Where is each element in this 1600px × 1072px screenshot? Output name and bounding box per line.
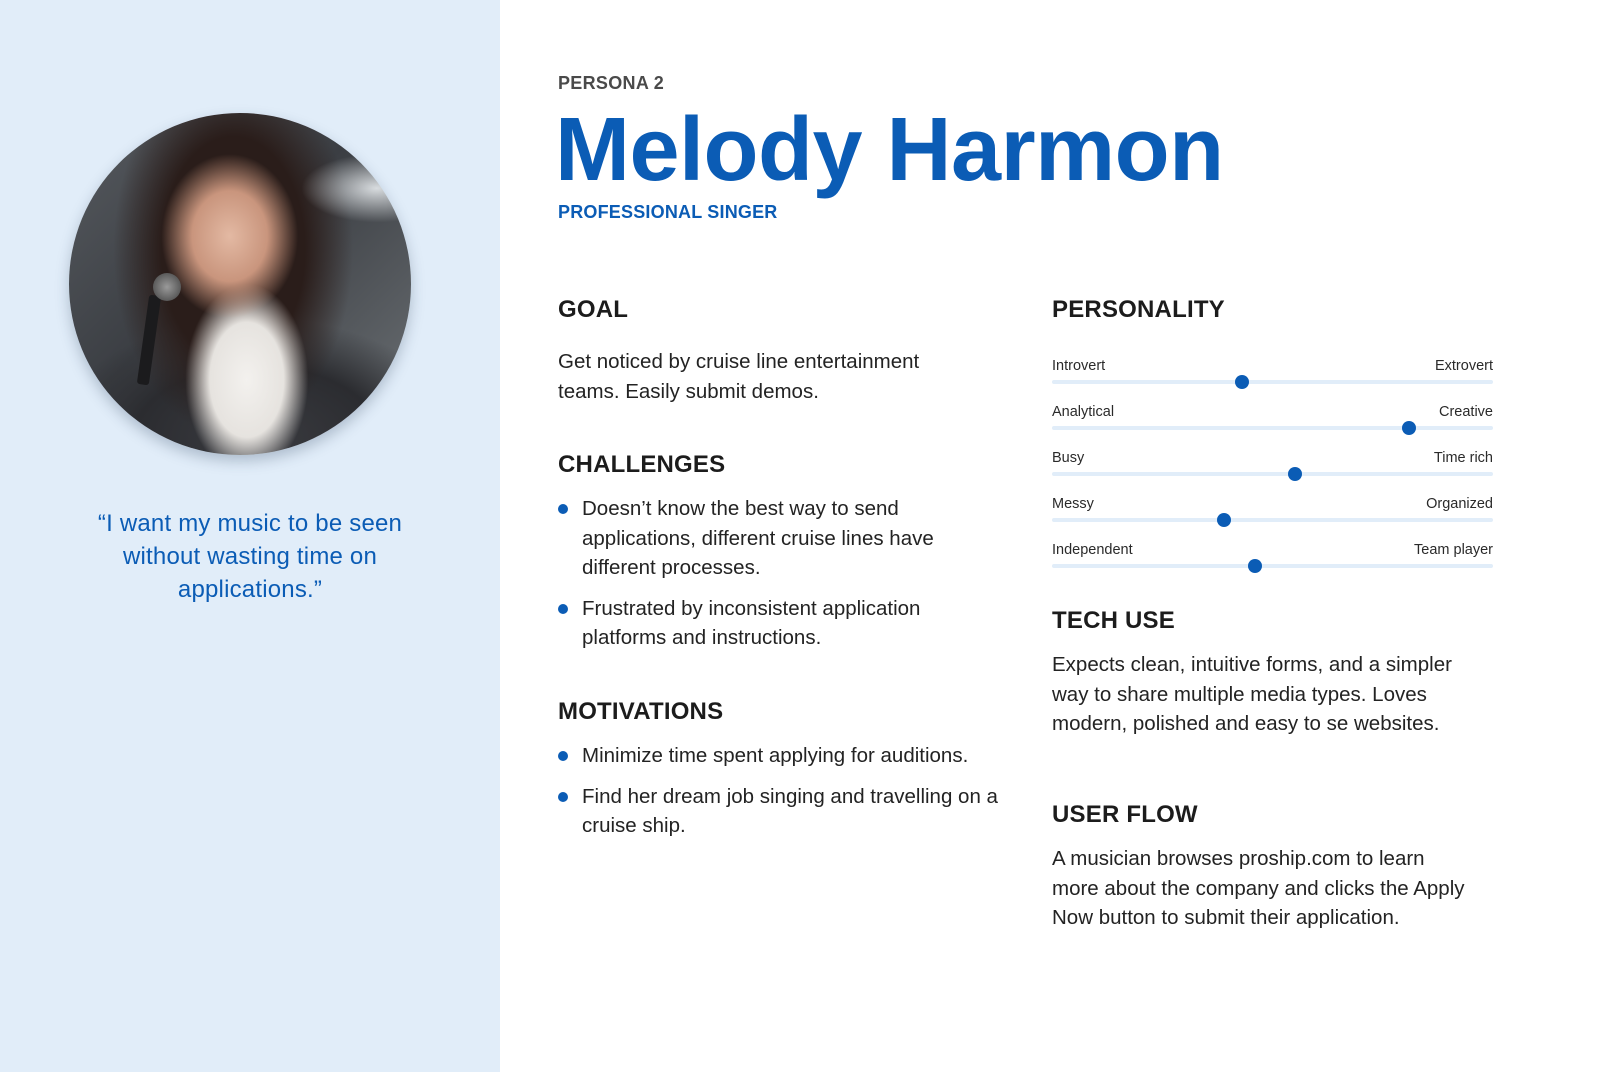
tech-use-title: TECH USE	[1052, 607, 1175, 634]
personality-title: PERSONALITY	[1052, 296, 1225, 323]
user-flow-text: A musician browses proship.com to learn more about the company and clicks the Apply Now button to submit their application.	[1052, 847, 1465, 929]
left-panel	[0, 0, 500, 1072]
trait-track	[1052, 518, 1493, 522]
persona-quote: “I want my music to be seen without wasting time on applications.”	[97, 510, 403, 603]
trait-left-label: Analytical	[1052, 404, 1115, 420]
trait-right-label: Extrovert	[1434, 358, 1493, 374]
goal-text: Get noticed by cruise line entertainment teams. Easily submit demos.	[558, 350, 920, 403]
persona-name: Melody Harmon	[555, 100, 1224, 200]
trait-introvert-extrovert	[1052, 358, 1493, 404]
bullet-icon	[558, 792, 568, 802]
motivation-item: Minimize time spent applying for auditions.	[558, 741, 998, 771]
trait-right-label: Team player	[1414, 542, 1493, 558]
challenge-item: Frustrated by inconsistent application platforms and instructions.	[558, 594, 988, 653]
trait-track	[1052, 426, 1493, 430]
trait-left-label: Busy	[1052, 450, 1085, 466]
trait-right-label: Organized	[1426, 496, 1493, 512]
microphone-stand	[137, 295, 161, 386]
challenges-title: CHALLENGES	[558, 451, 726, 478]
trait-track	[1052, 472, 1493, 476]
trait-knob	[1288, 467, 1302, 481]
tech-use-text: Expects clean, intuitive forms, and a simpler way to share multiple media types. Loves modern, polished and easy to se websites.	[1052, 653, 1452, 735]
trait-analytical-creative	[1052, 404, 1493, 450]
motivations-list	[558, 741, 998, 852]
trait-left-label: Introvert	[1052, 358, 1106, 374]
trait-knob	[1248, 559, 1262, 573]
trait-knob	[1235, 375, 1249, 389]
trait-knob	[1402, 421, 1416, 435]
trait-left-label: Independent	[1052, 542, 1133, 558]
persona-role: PROFESSIONAL SINGER	[558, 202, 778, 222]
trait-left-label: Messy	[1052, 496, 1094, 512]
bullet-icon	[558, 604, 568, 614]
bullet-icon	[558, 751, 568, 761]
persona-tag: PERSONA 2	[558, 73, 665, 93]
trait-track	[1052, 564, 1493, 568]
trait-right-label: Time rich	[1433, 450, 1493, 466]
microphone-icon	[153, 273, 181, 301]
challenge-item: Doesn’t know the best way to send applications, different cruise lines have different processes.	[558, 494, 988, 583]
personality-sliders	[1052, 358, 1493, 588]
bullet-icon	[558, 504, 568, 514]
user-flow-title: USER FLOW	[1052, 801, 1198, 828]
trait-busy-timerich	[1052, 450, 1493, 496]
trait-independent-teamplayer	[1052, 542, 1493, 588]
trait-right-label: Creative	[1439, 404, 1493, 420]
trait-track	[1052, 380, 1493, 384]
motivations-title: MOTIVATIONS	[558, 698, 724, 725]
motivation-item: Find her dream job singing and travelling on a cruise ship.	[558, 782, 998, 841]
challenges-list	[558, 494, 988, 664]
trait-knob	[1217, 513, 1231, 527]
goal-title: GOAL	[558, 296, 629, 323]
avatar	[69, 113, 411, 455]
trait-messy-organized	[1052, 496, 1493, 542]
